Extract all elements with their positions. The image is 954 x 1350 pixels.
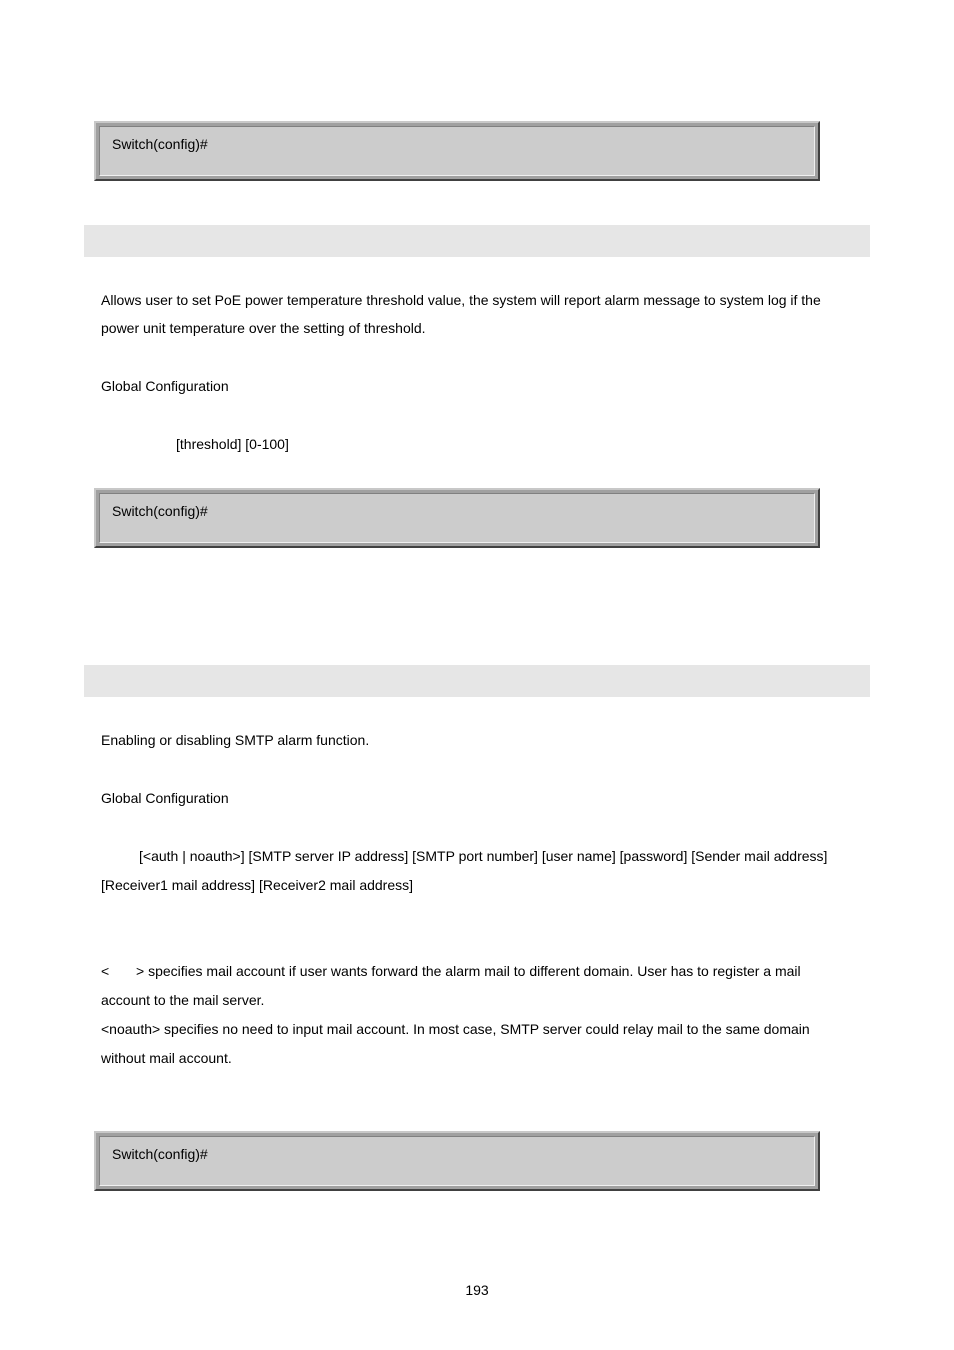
example-box-1-content bbox=[99, 126, 815, 176]
section1-syntax: [threshold] [0-100] bbox=[176, 436, 289, 452]
param-noauth-description: <noauth> specifies no need to input mail account. In most case, SMTP server could relay mail to the same domain bbox=[101, 1021, 810, 1037]
section2-description: Enabling or disabling SMTP alarm function. bbox=[101, 732, 370, 748]
example-box-2 bbox=[94, 488, 820, 548]
example-box-3-text: Switch(config)# bbox=[112, 1146, 208, 1162]
param-auth-description: > specifies mail account if user wants forward the alarm mail to different domain. User has to register a mail bbox=[136, 963, 801, 979]
example-box-2-content bbox=[99, 493, 815, 543]
param-auth-description-line2: account to the mail server. bbox=[101, 992, 265, 1008]
example-box-3 bbox=[94, 1131, 820, 1191]
section-header-bar-1 bbox=[84, 225, 870, 257]
section1-mode: Global Configuration bbox=[101, 378, 229, 394]
section-header-bar-2 bbox=[84, 665, 870, 697]
example-box-1-text: Switch(config)# bbox=[112, 136, 208, 152]
section1-description-line1: Allows user to set PoE power temperature threshold value, the system will report alarm message to system log if the bbox=[101, 292, 821, 308]
section2-syntax-line1: [<auth | noauth>] [SMTP server IP address] [SMTP port number] [user name] [password] [Sender mail address] bbox=[139, 848, 828, 864]
example-box-3-content bbox=[99, 1136, 815, 1186]
example-box-2-text: Switch(config)# bbox=[112, 503, 208, 519]
param-noauth-description-line2: without mail account. bbox=[101, 1050, 232, 1066]
page-number: 193 bbox=[465, 1282, 489, 1298]
section2-mode: Global Configuration bbox=[101, 790, 229, 806]
section2-syntax-line2: [Receiver1 mail address] [Receiver2 mail address] bbox=[101, 877, 414, 893]
example-box-1 bbox=[94, 121, 820, 181]
param-auth-open: < bbox=[101, 963, 110, 979]
section1-description-line2: power unit temperature over the setting of threshold. bbox=[101, 320, 426, 336]
